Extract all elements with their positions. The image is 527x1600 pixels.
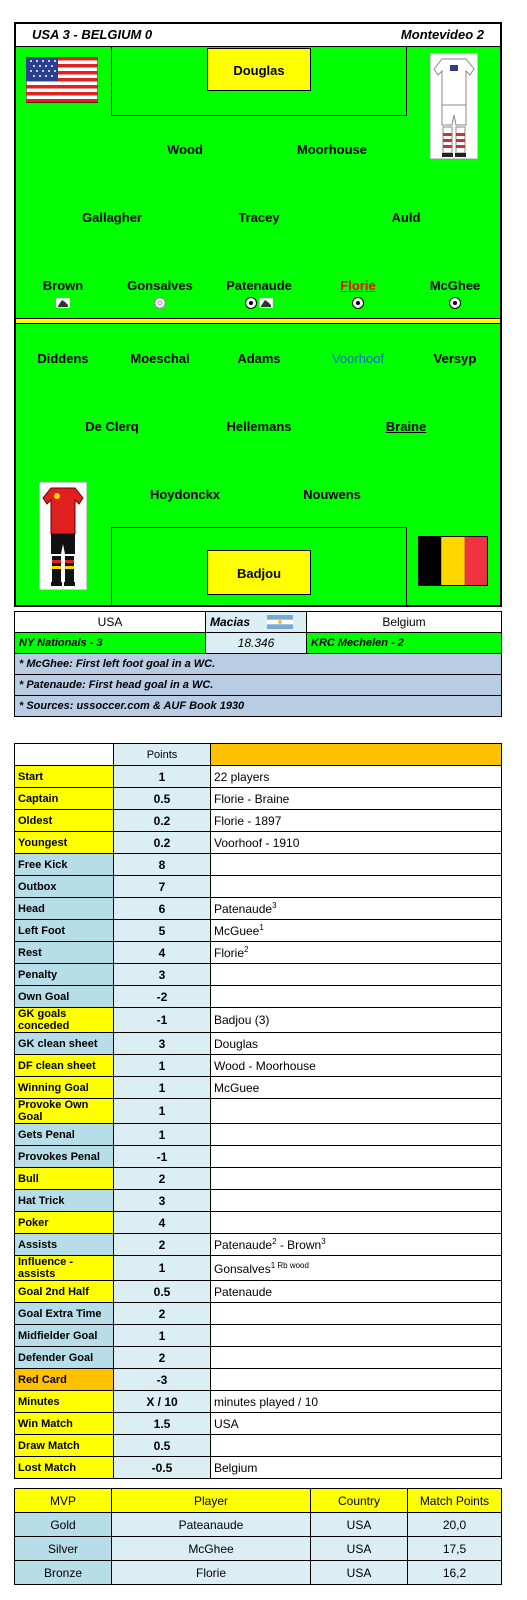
points-value: 3: [114, 964, 211, 986]
detail: [211, 1391, 502, 1413]
category-label: GK goals conceded: [15, 1008, 114, 1033]
points-row: [15, 1391, 502, 1413]
category-label: Rest: [15, 942, 114, 964]
points-row: [15, 810, 502, 832]
detail: [211, 942, 502, 964]
points-row: [15, 898, 502, 920]
points-table: [14, 743, 502, 1479]
player: McGhee: [112, 1537, 311, 1561]
team1-label: USA: [15, 612, 206, 633]
country: USA: [311, 1537, 408, 1561]
points-row: [15, 1413, 502, 1435]
detail-text: Patenaude: [214, 1238, 273, 1252]
detail-text: Patenaude: [214, 1284, 273, 1299]
usa-defender: Moorhouse: [296, 142, 368, 157]
points-value: 1: [114, 1124, 211, 1146]
detail: [211, 1303, 502, 1325]
boot-icon: [259, 298, 273, 308]
points-row: [15, 1303, 502, 1325]
points-value: 1.5: [114, 1413, 211, 1435]
footnote: 2: [244, 945, 249, 954]
detail: [211, 810, 502, 832]
detail: [211, 1435, 502, 1457]
detail: [211, 854, 502, 876]
detail: [211, 1008, 502, 1033]
belgium-goalkeeper: Badjou: [207, 550, 311, 595]
usa-midfielder: Auld: [391, 210, 421, 225]
points-value: 8: [114, 854, 211, 876]
halfway-line: [16, 318, 500, 324]
belgium-flag: [418, 536, 488, 586]
detail: [211, 1099, 502, 1124]
points-row: [15, 1347, 502, 1369]
detail-text: McGuee: [214, 924, 260, 938]
usa-forward: [8, 278, 118, 309]
match-points: 20,0: [408, 1513, 502, 1537]
detail: [211, 1325, 502, 1347]
points-row: [15, 1281, 502, 1303]
detail: [211, 1457, 502, 1479]
points-value: -1: [114, 1146, 211, 1168]
detail: [211, 788, 502, 810]
category-label: Start: [15, 766, 114, 788]
points-row: [15, 788, 502, 810]
points-value: 1: [114, 766, 211, 788]
points-row: [15, 1168, 502, 1190]
points-value: -1: [114, 1008, 211, 1033]
medal: Gold: [15, 1513, 112, 1537]
belgium-forward: Voorhoof: [331, 351, 385, 366]
footnote: 3: [272, 901, 277, 910]
points-value: 1: [114, 1077, 211, 1099]
category-label: Youngest: [15, 832, 114, 854]
points-row: [15, 1457, 502, 1479]
detail-text: minutes played / 10: [214, 1394, 319, 1409]
points-row: [15, 1325, 502, 1347]
category-label: Provokes Penal: [15, 1146, 114, 1168]
points-row: [15, 876, 502, 898]
points-row: [15, 1256, 502, 1281]
category-label: Midfielder Goal: [15, 1325, 114, 1347]
team2-label: Belgium: [307, 612, 502, 633]
points-value: 1: [114, 1325, 211, 1347]
belgium-forward: Adams: [237, 351, 281, 366]
detail: [211, 1190, 502, 1212]
footnote: 1: [259, 923, 264, 932]
category-label: Provoke Own Goal: [15, 1099, 114, 1124]
mvp-table: [14, 1488, 502, 1585]
detail-text: Wood - Moorhouse: [214, 1058, 316, 1073]
medal: Bronze: [15, 1561, 112, 1585]
category-label: DF clean sheet: [15, 1055, 114, 1077]
points-value: 0.5: [114, 1281, 211, 1303]
usa-forward: [400, 278, 510, 309]
football-icon: [449, 297, 461, 309]
points-row: [15, 920, 502, 942]
points-value: -3: [114, 1369, 211, 1391]
usa-goalkeeper: Douglas: [207, 48, 311, 91]
note: * Patenaude: First head goal in a WC.: [15, 675, 502, 696]
points-value: 0.2: [114, 810, 211, 832]
usa-midfielder: Tracey: [238, 210, 280, 225]
points-value: 0.5: [114, 1435, 211, 1457]
detail: [211, 1168, 502, 1190]
points-value: 2: [114, 1168, 211, 1190]
points-value: 1: [114, 1099, 211, 1124]
detail: [211, 1124, 502, 1146]
footnote: 2: [272, 1237, 277, 1246]
detail: [211, 964, 502, 986]
usa-kit-icon: [430, 53, 478, 159]
category-label: Hat Trick: [15, 1190, 114, 1212]
points-value: 2: [114, 1347, 211, 1369]
belgium-forward: Diddens: [37, 351, 89, 366]
belgium-midfielder: Hellemans: [226, 419, 292, 434]
points-row: [15, 854, 502, 876]
points-row: [15, 766, 502, 788]
category-label: Free Kick: [15, 854, 114, 876]
football-icon: [352, 297, 364, 309]
category-label: Goal 2nd Half: [15, 1281, 114, 1303]
points-row: [15, 1435, 502, 1457]
points-value: 0.5: [114, 788, 211, 810]
detail-text: USA: [214, 1416, 239, 1431]
points-value: 2: [114, 1303, 211, 1325]
points-value: 3: [114, 1190, 211, 1212]
points-value: 6: [114, 898, 211, 920]
category-label: Lost Match: [15, 1457, 114, 1479]
detail-text: Badjou (3): [214, 1013, 270, 1027]
country-header: Country: [311, 1489, 408, 1513]
points-row: [15, 1190, 502, 1212]
match-points-header: Match Points: [408, 1489, 502, 1513]
detail: [211, 1281, 502, 1303]
mvp-row: [15, 1537, 502, 1561]
points-value: 4: [114, 942, 211, 964]
points-header-blank: [15, 744, 114, 766]
detail: [211, 920, 502, 942]
player-name: Brown: [42, 278, 84, 293]
player-name: Patenaude: [226, 278, 292, 293]
category-label: Bull: [15, 1168, 114, 1190]
category-label: Left Foot: [15, 920, 114, 942]
referee-name: Macias: [210, 614, 251, 629]
points-row: [15, 1055, 502, 1077]
usa-flag: [26, 57, 98, 103]
mvp-row: [15, 1513, 502, 1537]
points-value: X / 10: [114, 1391, 211, 1413]
footnote: 1 Rb wood: [270, 1260, 309, 1270]
player-name: Florie: [340, 278, 376, 293]
points-row: [15, 832, 502, 854]
player-name: McGhee: [429, 278, 481, 293]
usa-forward: [204, 278, 314, 309]
player-name: Gonsalves: [127, 278, 193, 293]
boot-icon: [56, 298, 70, 308]
category-label: Head: [15, 898, 114, 920]
points-row: [15, 1369, 502, 1391]
player-header: Player: [112, 1489, 311, 1513]
mvp-header: MVP: [15, 1489, 112, 1513]
category-label: GK clean sheet: [15, 1033, 114, 1055]
match-score: USA 3 - BELGIUM 0: [32, 27, 153, 42]
points-value: 3: [114, 1033, 211, 1055]
referee-cell: [206, 612, 307, 633]
detail-text: Florie - 1897: [214, 813, 282, 828]
belgium-kit-icon: [39, 482, 87, 590]
lineup-pitch: [14, 22, 502, 607]
match-header: [16, 24, 500, 47]
attendance: 18.346: [206, 633, 307, 654]
belgium-midfielder: Braine: [385, 419, 427, 434]
country: USA: [311, 1513, 408, 1537]
mvp-row: [15, 1561, 502, 1585]
points-row: [15, 1008, 502, 1033]
points-value: 1: [114, 1256, 211, 1281]
medal: Silver: [15, 1537, 112, 1561]
category-label: Own Goal: [15, 986, 114, 1008]
points-value: 7: [114, 876, 211, 898]
points-row: [15, 1234, 502, 1256]
category-label: Goal Extra Time: [15, 1303, 114, 1325]
detail-text: Florie - Braine: [214, 791, 290, 806]
category-label: Defender Goal: [15, 1347, 114, 1369]
detail: [211, 876, 502, 898]
category-label: Oldest: [15, 810, 114, 832]
footnote: 3: [321, 1237, 326, 1246]
points-row: [15, 1146, 502, 1168]
match-points: 16,2: [408, 1561, 502, 1585]
match-venue: Montevideo 2: [400, 27, 484, 42]
points-row: [15, 1099, 502, 1124]
football-icon: [245, 297, 257, 309]
player: Pateanaude: [112, 1513, 311, 1537]
points-value: 4: [114, 1212, 211, 1234]
category-label: Draw Match: [15, 1435, 114, 1457]
detail: [211, 1256, 502, 1281]
club1: NY Nationals - 3: [15, 633, 206, 654]
detail-header-blank: [211, 744, 502, 766]
detail: [211, 1146, 502, 1168]
detail: [211, 1413, 502, 1435]
belgium-midfielder: De Clerq: [85, 419, 139, 434]
match-info-table: [14, 611, 502, 717]
category-label: Win Match: [15, 1413, 114, 1435]
category-label: Outbox: [15, 876, 114, 898]
argentina-flag: [267, 615, 293, 629]
note: * Sources: ussoccer.com & AUF Book 1930: [15, 696, 502, 717]
detail-text: - Brown: [276, 1238, 322, 1252]
points-value: 1: [114, 1055, 211, 1077]
category-label: Influence - assists: [15, 1256, 114, 1281]
points-row: [15, 942, 502, 964]
points-row: [15, 1124, 502, 1146]
category-label: Assists: [15, 1234, 114, 1256]
usa-defender: Wood: [167, 142, 203, 157]
points-row: [15, 964, 502, 986]
detail-text: 22 players: [214, 769, 270, 784]
category-label: Winning Goal: [15, 1077, 114, 1099]
detail: [211, 898, 502, 920]
belgium-forward: Moeschal: [130, 351, 190, 366]
points-value: 2: [114, 1234, 211, 1256]
category-label: Poker: [15, 1212, 114, 1234]
category-label: Minutes: [15, 1391, 114, 1413]
points-row: [15, 986, 502, 1008]
points-row: [15, 1033, 502, 1055]
points-row: [15, 1212, 502, 1234]
points-value: 5: [114, 920, 211, 942]
detail: [211, 1347, 502, 1369]
detail: [211, 1077, 502, 1099]
note: * McGhee: First left foot goal in a WC.: [15, 654, 502, 675]
belgium-forward: Versyp: [433, 351, 477, 366]
target-icon: [154, 297, 166, 309]
detail-text: Florie: [214, 946, 245, 960]
detail: [211, 1033, 502, 1055]
detail-text: Douglas: [214, 1036, 259, 1051]
points-row: [15, 1077, 502, 1099]
category-label: Red Card: [15, 1369, 114, 1391]
usa-forward: [105, 278, 215, 309]
country: USA: [311, 1561, 408, 1585]
detail-text: Voorhoof - 1910: [214, 835, 300, 850]
detail: [211, 1369, 502, 1391]
belgium-defender: Hoydonckx: [149, 487, 221, 502]
player: Florie: [112, 1561, 311, 1585]
points-value: -0.5: [114, 1457, 211, 1479]
match-points: 17,5: [408, 1537, 502, 1561]
detail: [211, 1055, 502, 1077]
detail: [211, 1234, 502, 1256]
points-header: Points: [114, 744, 211, 766]
usa-midfielder: Gallagher: [82, 210, 142, 225]
points-value: -2: [114, 986, 211, 1008]
club2: KRC Mechelen - 2: [307, 633, 502, 654]
detail: [211, 832, 502, 854]
category-label: Gets Penal: [15, 1124, 114, 1146]
detail-text: Belgium: [214, 1460, 258, 1475]
belgium-defender: Nouwens: [303, 487, 361, 502]
detail: [211, 1212, 502, 1234]
detail: [211, 986, 502, 1008]
detail-text: Gonsalves: [214, 1261, 271, 1276]
category-label: Captain: [15, 788, 114, 810]
points-value: 0.2: [114, 832, 211, 854]
detail: [211, 766, 502, 788]
category-label: Penalty: [15, 964, 114, 986]
usa-forward: [303, 278, 413, 309]
detail-text: McGuee: [214, 1080, 260, 1095]
detail-text: Patenaude: [214, 902, 273, 916]
